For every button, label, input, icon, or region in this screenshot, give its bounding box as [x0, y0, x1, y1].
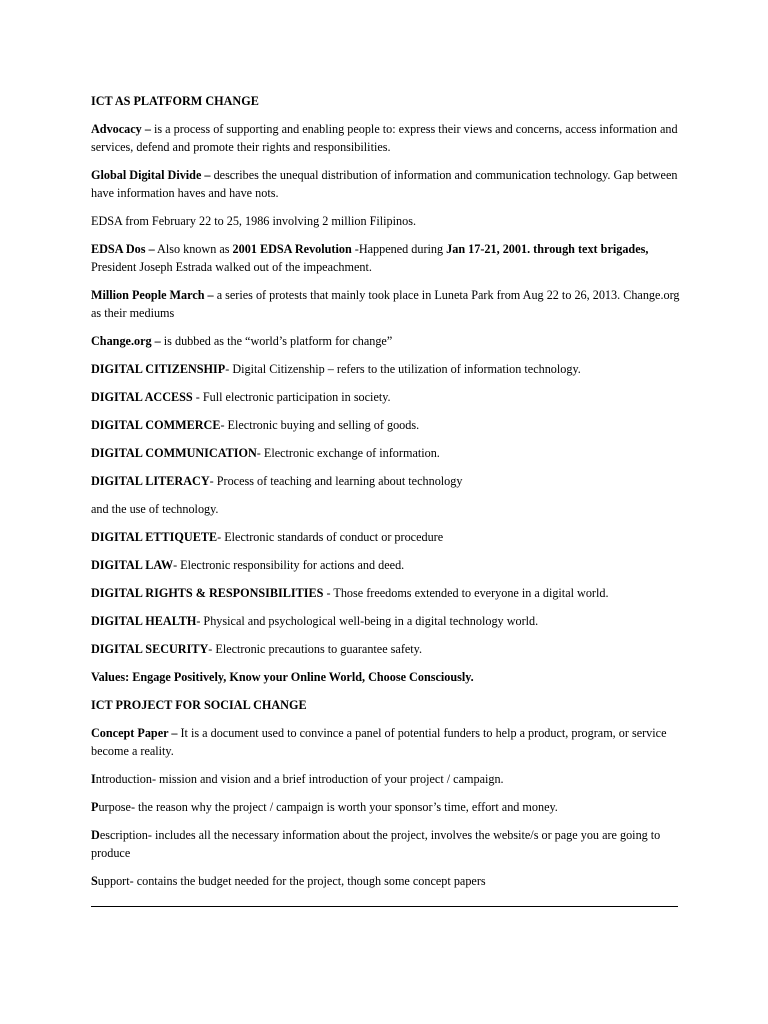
term-edsa-dos: EDSA Dos –	[91, 242, 155, 256]
heading-ict-project-social-change: ICT PROJECT FOR SOCIAL CHANGE	[91, 698, 307, 712]
bold-edsa-revolution: 2001 EDSA Revolution	[232, 242, 352, 256]
paragraph-change-org	[91, 332, 681, 350]
term-digital-etiquette: DIGITAL ETTIQUETE	[91, 530, 218, 544]
term-concept-paper: Concept Paper –	[91, 726, 178, 740]
text-edsa-dos-3: President Joseph Estrada walked out of the impeachment.	[91, 260, 372, 274]
paragraph-million-people-march	[91, 286, 681, 322]
paragraph-digital-commerce	[91, 416, 681, 434]
definition-digital-security: - Electronic precautions to guarantee safety.	[208, 642, 423, 656]
paragraph-digital-communication	[91, 444, 681, 462]
definition-change-org: is dubbed as the “world’s platform for change”	[160, 334, 393, 348]
term-million-people-march: Million People March –	[91, 288, 214, 302]
definition-digital-access: - Full electronic participation in society.	[192, 390, 391, 404]
term-digital-security: DIGITAL SECURITY	[91, 642, 209, 656]
paragraph-digital-security	[91, 640, 681, 658]
text-description: escription- includes all the necessary information about the project, involves the website/s or page you are going to produce	[91, 828, 661, 860]
paragraph-digital-rights	[91, 584, 681, 602]
text-support: upport- contains the budget needed for the project, though some concept papers	[97, 874, 486, 888]
paragraph-description	[91, 826, 681, 862]
paragraph-edsa: EDSA from February 22 to 25, 1986 involving 2 million Filipinos.	[91, 214, 417, 228]
term-digital-literacy: DIGITAL LITERACY	[91, 474, 210, 488]
initial-description: D	[91, 828, 100, 842]
term-digital-health: DIGITAL HEALTH	[91, 614, 197, 628]
definition-million-people-march: a series of protests that mainly took place in Luneta Park from Aug 22 to 26, 2013. Change.org as their mediums	[91, 288, 680, 320]
definition-digital-citizenship: - Digital Citizenship – refers to the utilization of information technology.	[225, 362, 581, 376]
term-digital-divide: Global Digital Divide –	[91, 168, 211, 182]
paragraph-digital-divide	[91, 166, 681, 202]
paragraph-digital-literacy-continued: and the use of technology.	[91, 502, 219, 516]
definition-digital-literacy: - Process of teaching and learning about technology	[209, 474, 463, 488]
text-edsa-dos-2: -Happened during	[351, 242, 447, 256]
paragraph-digital-health	[91, 612, 681, 630]
term-digital-law: DIGITAL LAW	[91, 558, 174, 572]
term-advocacy: Advocacy –	[91, 122, 151, 136]
initial-introduction: I	[91, 772, 96, 786]
bold-edsa-dates: Jan 17-21, 2001. through text brigades,	[446, 242, 649, 256]
definition-digital-commerce: - Electronic buying and selling of goods.	[220, 418, 420, 432]
definition-digital-health: - Physical and psychological well-being in a digital technology world.	[196, 614, 539, 628]
definition-concept-paper: It is a document used to convince a panel of potential funders to help a product, program, or service become a reality.	[91, 726, 667, 758]
document-body	[91, 92, 681, 900]
definition-digital-etiquette: - Electronic standards of conduct or procedure	[217, 530, 444, 544]
initial-purpose: P	[91, 800, 99, 814]
paragraph-digital-law	[91, 556, 681, 574]
term-digital-communication: DIGITAL COMMUNICATION	[91, 446, 257, 460]
term-change-org: Change.org –	[91, 334, 161, 348]
definition-digital-law: - Electronic responsibility for actions and deed.	[173, 558, 405, 572]
term-digital-commerce: DIGITAL COMMERCE	[91, 418, 221, 432]
text-purpose: urpose- the reason why the project / campaign is worth your sponsor’s time, effort and money.	[98, 800, 558, 814]
paragraph-purpose	[91, 798, 681, 816]
paragraph-support	[91, 872, 681, 890]
term-digital-access: DIGITAL ACCESS	[91, 390, 193, 404]
definition-advocacy: is a process of supporting and enabling people to: express their views and concerns, access information and services, defend and promote their rights and responsibilities.	[91, 122, 678, 154]
paragraph-digital-access	[91, 388, 681, 406]
term-digital-rights: DIGITAL RIGHTS & RESPONSIBILITIES	[91, 586, 324, 600]
text-introduction: ntroduction- mission and vision and a brief introduction of your project / campaign.	[95, 772, 504, 786]
heading-ict-platform-change: ICT AS PLATFORM CHANGE	[91, 94, 259, 108]
paragraph-introduction	[91, 770, 681, 788]
definition-digital-communication: - Electronic exchange of information.	[256, 446, 440, 460]
paragraph-digital-literacy	[91, 472, 681, 490]
paragraph-advocacy	[91, 120, 681, 156]
paragraph-concept-paper	[91, 724, 681, 760]
text-edsa-dos-1: Also known as	[154, 242, 233, 256]
definition-digital-rights: - Those freedoms extended to everyone in a digital world.	[323, 586, 609, 600]
page-bottom-rule	[91, 906, 678, 907]
paragraph-edsa-dos	[91, 240, 681, 276]
initial-support: S	[91, 874, 98, 888]
paragraph-digital-etiquette	[91, 528, 681, 546]
paragraph-digital-citizenship	[91, 360, 681, 378]
term-digital-citizenship: DIGITAL CITIZENSHIP	[91, 362, 226, 376]
definition-digital-divide: describes the unequal distribution of information and communication technology. Gap between have information haves and have nots.	[91, 168, 678, 200]
values-statement: Values: Engage Positively, Know your Online World, Choose Consciously.	[91, 670, 474, 684]
